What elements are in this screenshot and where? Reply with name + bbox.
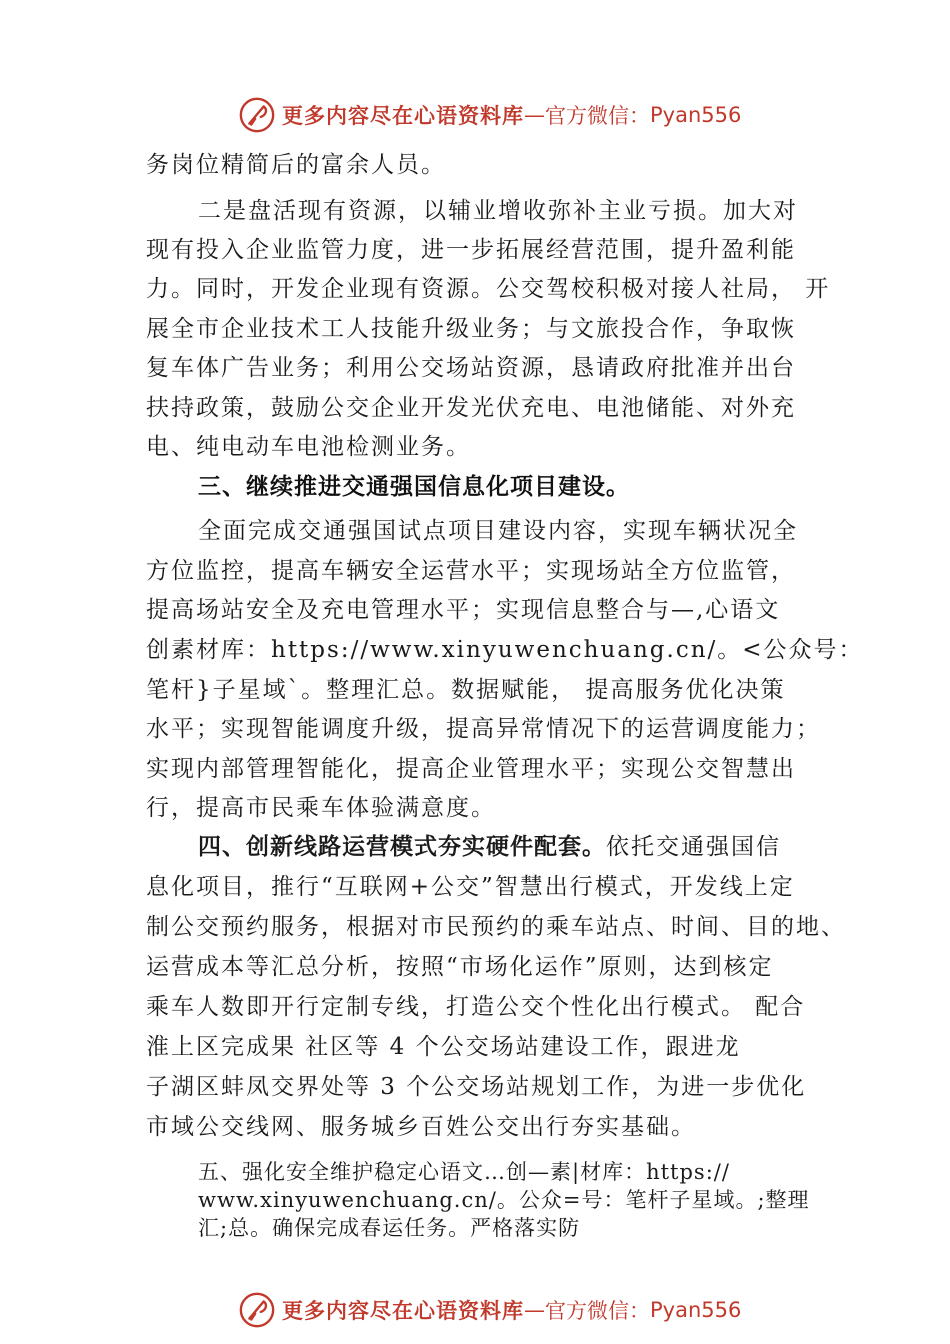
section-heading-3: 三、继续推进交通强国信息化项目建设。 [198, 474, 630, 500]
text-line: 行，提高市民乘车体验满意度。 [146, 795, 496, 821]
text-line: 五、强化安全维护稳定心语文…创—素|材库：https:// [198, 1160, 730, 1184]
banner-suffix: 官方微信： [545, 104, 650, 128]
text-line: 息化项目，推行“互联网+公交”智慧出行模式，开发线上定 [146, 874, 795, 900]
text-line: 复车体广告业务；利用公交场站资源，恳请政府批准并出台 [146, 355, 796, 381]
text-line: www.xinyuwenchuang.cn/。公众=号：笔杆子星域。;整理 [198, 1188, 810, 1212]
text-line: 务岗位精简后的富余人员。 [146, 152, 446, 178]
text-line: 汇;总。确保完成春运任务。严格落实防 [198, 1216, 581, 1240]
text-line: 笔杆}子星域`。整理汇总。数据赋能， 提高服务优化决策 [146, 677, 786, 703]
text-line: 创素材库：https://www.xinyuwenchuang.cn/。<公众号： [146, 637, 864, 663]
text-line: 制公交预约服务，根据对市民预约的乘车站点、时间、目的地、 [146, 914, 846, 940]
section-4-first-line [198, 832, 781, 862]
text-line: 淮上区完成果 社区等 4 个公交场站建设工作，跟进龙 [146, 1034, 741, 1060]
quill-logo-icon [238, 1291, 276, 1329]
text-line: 子湖区蚌凤交界处等 3 个公交场站规划工作，为进一步优化 [146, 1074, 807, 1100]
text-line: 力。同时，开发企业现有资源。公交驾校积极对接人社局， 开 [146, 276, 831, 302]
header-watermark-banner [238, 95, 758, 135]
text-line: 扶持政策，鼓励公交企业开发光伏充电、电池储能、对外充 [146, 395, 796, 421]
text-line: 现有投入企业监管力度，进一步拓展经营范围，提升盈利能 [146, 237, 796, 263]
banner-main-text: 更多内容尽在心语资料库 [282, 1299, 524, 1323]
text-line: 实现内部管理智能化，提高企业管理水平；实现公交智慧出 [146, 756, 796, 782]
banner-main-text: 更多内容尽在心语资料库 [282, 104, 524, 128]
text-line: 电、纯电动车电池检测业务。 [146, 434, 471, 460]
text-span: 依托交通强国信 [606, 834, 781, 860]
banner-suffix: 官方微信： [545, 1299, 650, 1323]
text-line: 市域公交线网、服务城乡百姓公交出行夯实基础。 [146, 1114, 696, 1140]
banner-separator: — [524, 1298, 545, 1322]
banner-handle: Pyan556 [650, 103, 742, 127]
text-line: 提高场站安全及充电管理水平；实现信息整合与—,心语文 [146, 597, 781, 623]
banner-handle: Pyan556 [650, 1298, 742, 1322]
text-line: 乘车人数即开行定制专线，打造公交个性化出行模式。 配合 [146, 994, 806, 1020]
banner-separator: — [524, 103, 545, 127]
footer-watermark-banner [238, 1290, 758, 1330]
text-line: 全面完成交通强国试点项目建设内容，实现车辆状况全 [198, 518, 798, 544]
text-line: 二是盘活现有资源，以辅业增收弥补主业亏损。加大对 [198, 198, 798, 224]
text-line: 运营成本等汇总分析，按照“市场化运作”原则，达到核定 [146, 954, 774, 980]
section-heading-4: 四、创新线路运营模式夯实硬件配套。 [198, 834, 606, 860]
text-line: 方位监控，提高车辆安全运营水平；实现场站全方位监管， [146, 558, 796, 584]
text-line: 展全市企业技术工人技能升级业务；与文旅投合作，争取恢 [146, 316, 796, 342]
quill-logo-icon [238, 96, 276, 134]
text-line: 水平；实现智能调度升级，提高异常情况下的运营调度能力； [146, 716, 821, 742]
